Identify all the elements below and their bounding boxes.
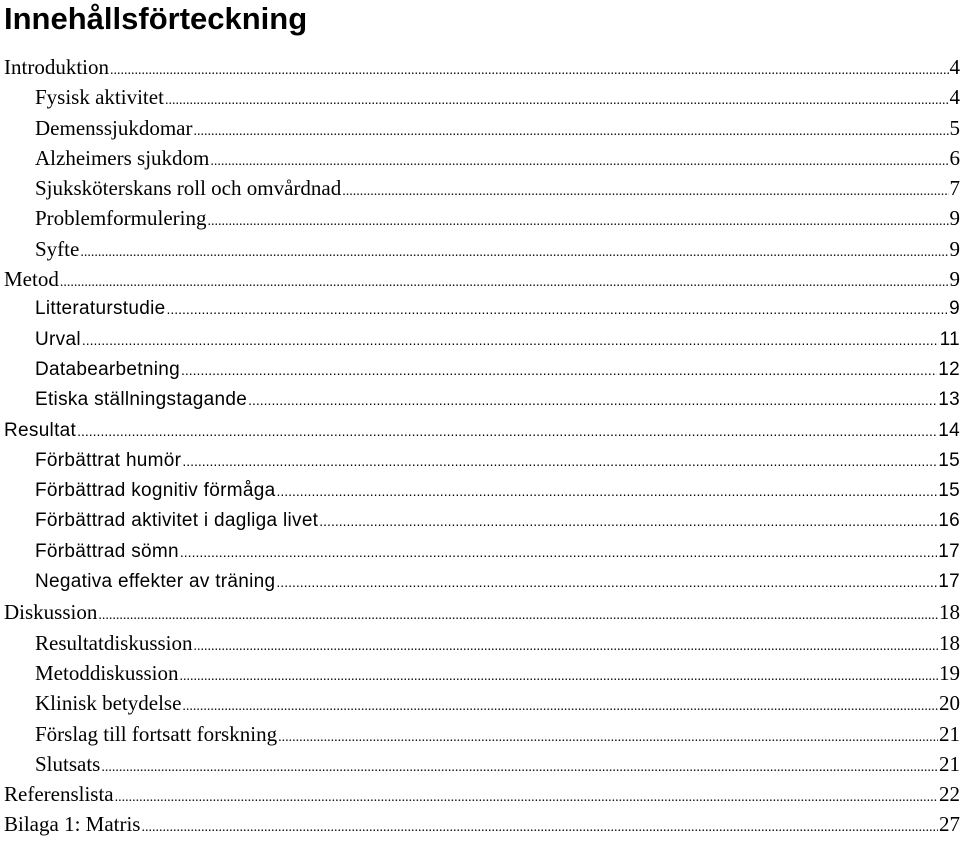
toc-entry-label: Syfte (35, 236, 80, 261)
toc-entry[interactable] (4, 719, 960, 749)
toc-dot-leader (276, 476, 937, 506)
toc-entry-label: Förbättrad aktivitet i dagliga livet (35, 510, 319, 532)
toc-entry-label: Förbättrad sömn (35, 540, 179, 562)
toc-dot-leader (207, 207, 948, 237)
toc-entry-label: Resultatdiskussion (35, 630, 193, 655)
toc-dot-leader (181, 355, 937, 385)
toc-dot-leader (180, 662, 938, 692)
toc-entry-page-number: 15 (938, 449, 960, 471)
toc-entry[interactable] (4, 52, 960, 82)
toc-entry-page-number: 9 (949, 267, 960, 292)
toc-dot-leader (182, 446, 937, 476)
toc-entry-page-number: 11 (939, 328, 960, 350)
toc-dot-leader (180, 537, 937, 567)
toc-entry-page-number: 15 (938, 480, 960, 502)
toc-entry-page-number: 12 (938, 358, 960, 380)
toc-dot-leader (101, 753, 938, 783)
toc-entry-label: Metod (4, 267, 59, 292)
toc-entry-label: Metoddiskussion (35, 660, 179, 685)
toc-entry[interactable] (4, 355, 960, 385)
toc-entry-label: Etiska ställningstagande (35, 389, 248, 411)
toc-entry-page-number: 21 (939, 751, 960, 776)
toc-entry[interactable] (4, 385, 960, 415)
toc-dot-leader (141, 813, 938, 843)
toc-entry[interactable] (4, 658, 960, 688)
toc-entry-label: Resultat (4, 419, 77, 441)
toc-dot-leader (278, 723, 938, 753)
toc-dot-leader (276, 567, 937, 597)
toc-entry-label: Demenssjukdomar (35, 115, 193, 140)
toc-entry-page-number: 6 (949, 145, 960, 170)
toc-entry-page-number: 14 (938, 419, 960, 441)
toc-entry[interactable] (4, 809, 960, 839)
toc-entry[interactable] (4, 143, 960, 173)
toc-entry-label: Klinisk betydelse (35, 691, 182, 716)
toc-entry-label: Referenslista (4, 782, 114, 807)
toc-entry[interactable] (4, 325, 960, 355)
toc-entry-page-number: 13 (938, 389, 960, 411)
toc-dot-leader (98, 601, 938, 631)
toc-entry[interactable] (4, 506, 960, 536)
toc-dot-leader (110, 56, 949, 86)
toc-entry-page-number: 20 (939, 691, 960, 716)
toc-entry-page-number: 4 (949, 55, 960, 79)
toc-dot-leader (319, 506, 937, 536)
toc-entry-label: Förbättrat humör (35, 449, 182, 471)
toc-entry-page-number: 17 (938, 571, 960, 593)
toc-entry-page-number: 4 (949, 85, 960, 110)
toc-dot-leader (248, 385, 937, 415)
toc-entry-page-number: 9 (949, 298, 960, 320)
toc-entry-page-number: 17 (938, 540, 960, 562)
toc-entry[interactable] (4, 294, 960, 324)
toc-entry-label: Urval (35, 328, 81, 350)
toc-entry-page-number: 5 (949, 115, 960, 140)
toc-entry[interactable] (4, 628, 960, 658)
toc-dot-leader (115, 783, 938, 813)
toc-entry-page-number: 9 (949, 236, 960, 261)
toc-entry-page-number: 16 (938, 510, 960, 532)
toc-entry[interactable] (4, 749, 960, 779)
toc-entry-page-number: 7 (949, 176, 960, 201)
toc-entry[interactable] (4, 567, 960, 597)
toc-entry-label: Negativa effekter av träning (35, 571, 276, 593)
toc-entry-page-number: 27 (939, 812, 960, 837)
toc-entry-page-number: 19 (939, 660, 960, 685)
toc-dot-leader (342, 177, 948, 207)
toc-entry[interactable] (4, 173, 960, 203)
toc-entry-page-number: 21 (939, 721, 960, 746)
toc-entry[interactable] (4, 779, 960, 809)
toc-entry[interactable] (4, 203, 960, 233)
toc-entry-label: Sjuksköterskans roll och omvårdnad (35, 176, 342, 201)
toc-dot-leader (193, 117, 948, 147)
toc-entry[interactable] (4, 688, 960, 718)
toc-dot-leader (77, 416, 937, 446)
toc-entry[interactable] (4, 113, 960, 143)
toc-entry[interactable] (4, 264, 960, 294)
toc-entry-page-number: 22 (939, 782, 960, 807)
toc-entry-label: Introduktion (4, 55, 109, 79)
toc-entry-label: Databearbetning (35, 358, 180, 380)
toc-dot-leader (82, 325, 939, 355)
toc-entry-label: Förslag till fortsatt forskning (35, 721, 278, 746)
toc-entry-label: Fysisk aktivitet (35, 85, 164, 110)
toc-dot-leader (80, 238, 948, 268)
toc-dot-leader (165, 86, 949, 116)
toc-dot-leader (166, 294, 948, 324)
toc-dot-leader (182, 692, 938, 722)
toc-entry-page-number: 18 (939, 630, 960, 655)
toc-entry-page-number: 18 (939, 600, 960, 625)
toc-entry[interactable] (4, 446, 960, 476)
toc-entry-page-number: 9 (949, 206, 960, 231)
toc-dot-leader (194, 632, 938, 662)
toc-list (4, 52, 960, 840)
toc-entry-label: Bilaga 1: Matris (4, 812, 141, 837)
toc-entry-label: Problemformulering (35, 206, 207, 231)
toc-entry[interactable] (4, 234, 960, 264)
toc-entry-label: Alzheimers sjukdom (35, 145, 210, 170)
toc-entry-label: Litteraturstudie (35, 298, 166, 320)
toc-entry[interactable] (4, 476, 960, 506)
toc-title: Innehållsförteckning (4, 1, 308, 36)
toc-entry[interactable] (4, 597, 960, 627)
toc-entry-label: Förbättrad kognitiv förmåga (35, 480, 276, 502)
toc-entry[interactable] (4, 537, 960, 567)
toc-entry-label: Diskussion (4, 600, 98, 625)
toc-entry-label: Slutsats (35, 751, 101, 776)
toc-entry[interactable] (4, 82, 960, 112)
toc-entry[interactable] (4, 416, 960, 446)
